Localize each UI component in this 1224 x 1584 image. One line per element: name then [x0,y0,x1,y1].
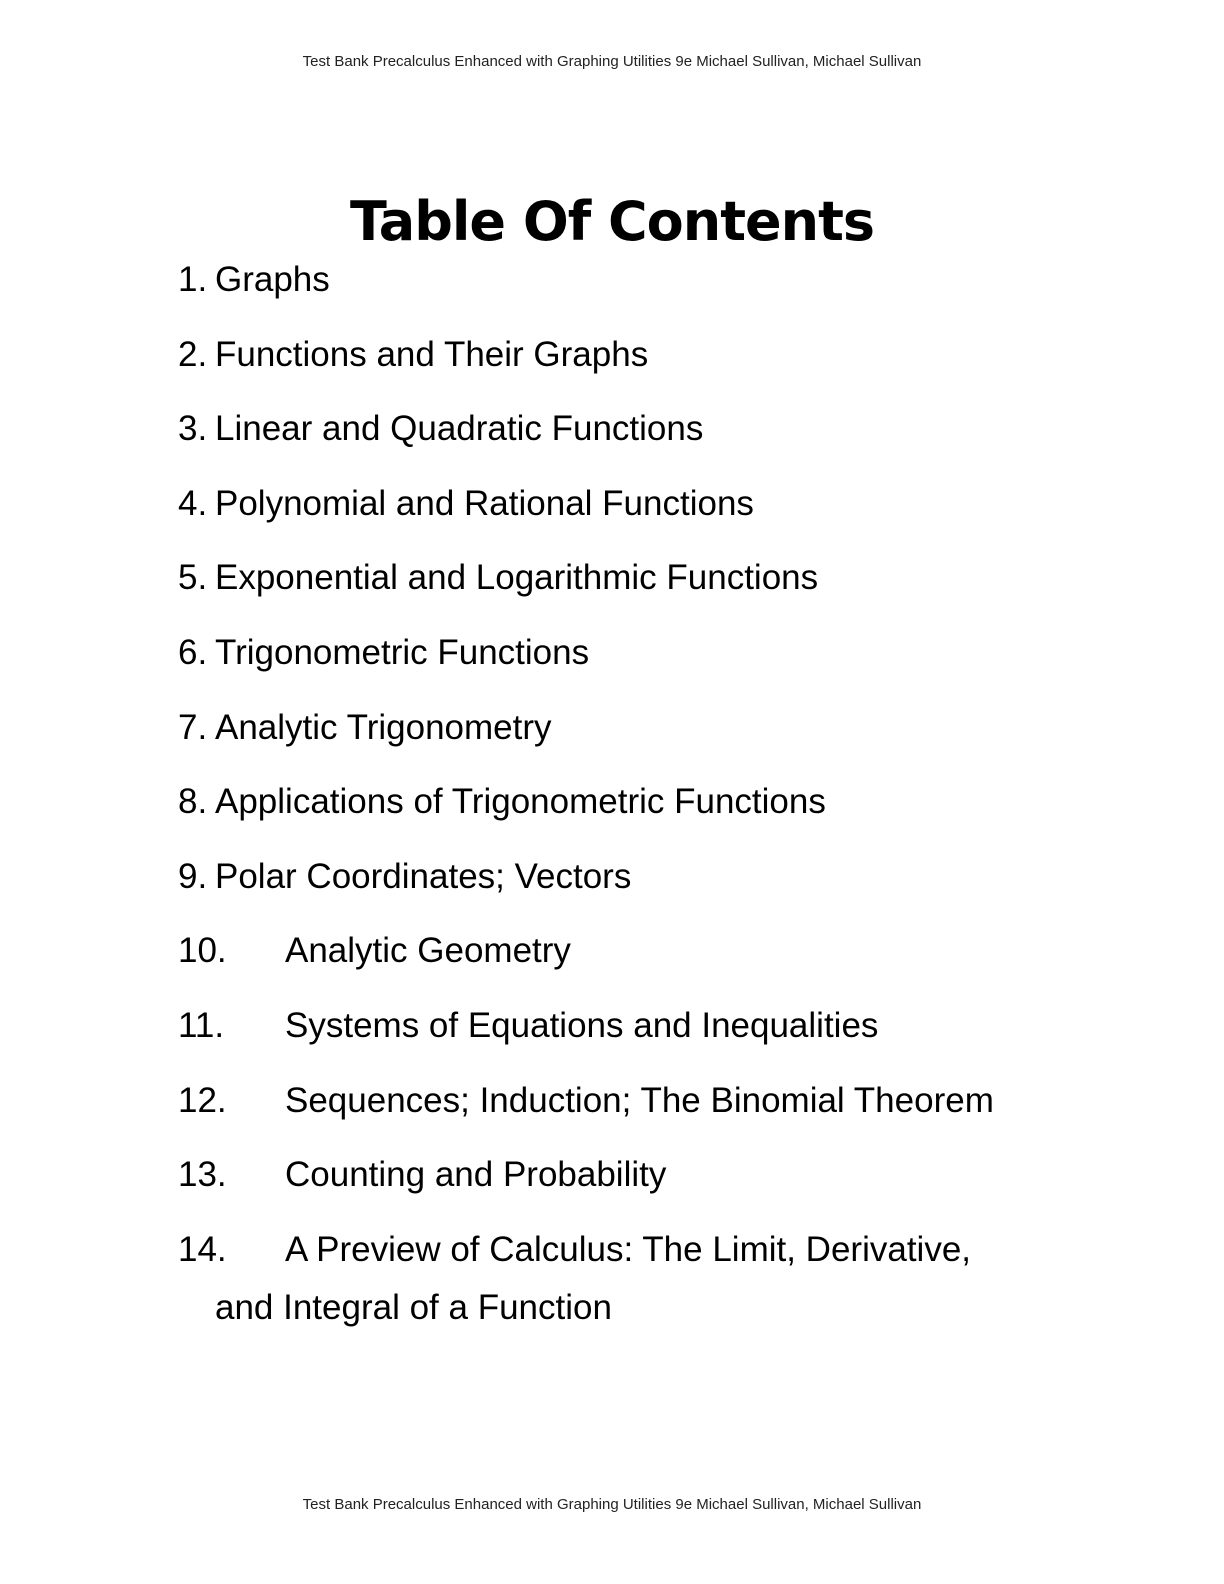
toc-item [178,250,1078,325]
toc-item [178,548,1078,623]
toc-item-number: 2. [178,334,208,374]
toc-item-number: 4. [178,483,208,523]
toc-item-label: A Preview of Calculus: The Limit, Derivative, [285,1229,972,1269]
toc-item-number: 8. [178,782,208,822]
page-header: Test Bank Precalculus Enhanced with Graphing Utilities 9e Michael Sullivan, Michael Sullivan [302,53,922,70]
toc-item-number: 13. [178,1155,227,1195]
toc-item-number: 5. [178,558,208,598]
toc-item-label: Analytic Geometry [285,931,571,971]
toc-item [178,1145,1078,1220]
toc-item [178,847,1078,922]
toc-item [178,399,1078,474]
toc-item [178,474,1078,549]
page-title: Table Of Contents [349,190,875,254]
toc-item-number: 14. [178,1229,227,1269]
toc-item-label-continuation: and Integral of a Function [215,1287,612,1327]
toc-item-number: 11. [178,1005,225,1045]
toc-item-label: Systems of Equations and Inequalities [285,1005,879,1045]
toc-item [178,1071,1078,1146]
toc-item-label: Trigonometric Functions [215,632,590,672]
toc-item-label: Applications of Trigonometric Functions [215,782,826,822]
toc-item [178,325,1078,400]
table-of-contents [178,250,1078,1327]
toc-item-number: 7. [178,707,208,747]
page-footer: Test Bank Precalculus Enhanced with Graphing Utilities 9e Michael Sullivan, Michael Sullivan [302,1496,922,1513]
toc-item-label: Exponential and Logarithmic Functions [215,558,819,598]
toc-item [178,921,1078,996]
toc-item [178,996,1078,1071]
toc-item [178,623,1078,698]
toc-item-label: Sequences; Induction; The Binomial Theorem [285,1080,994,1120]
toc-item-number: 9. [178,856,208,896]
toc-item-label: Analytic Trigonometry [215,707,552,747]
toc-item-label: Linear and Quadratic Functions [215,409,704,449]
toc-item-label: Graphs [215,260,330,299]
toc-item-number: 12. [178,1080,227,1120]
toc-item-label: Polar Coordinates; Vectors [215,856,632,896]
toc-item-number: 10. [178,931,227,971]
toc-item [178,1220,1078,1327]
toc-item [178,772,1078,847]
toc-item-label: Counting and Probability [285,1155,667,1195]
toc-item-number: 1. [178,260,208,299]
toc-item-label: Polynomial and Rational Functions [215,483,754,523]
toc-item-number: 6. [178,632,208,672]
toc-item-label: Functions and Their Graphs [215,334,649,374]
toc-item-number: 3. [178,409,208,449]
toc-item [178,698,1078,773]
